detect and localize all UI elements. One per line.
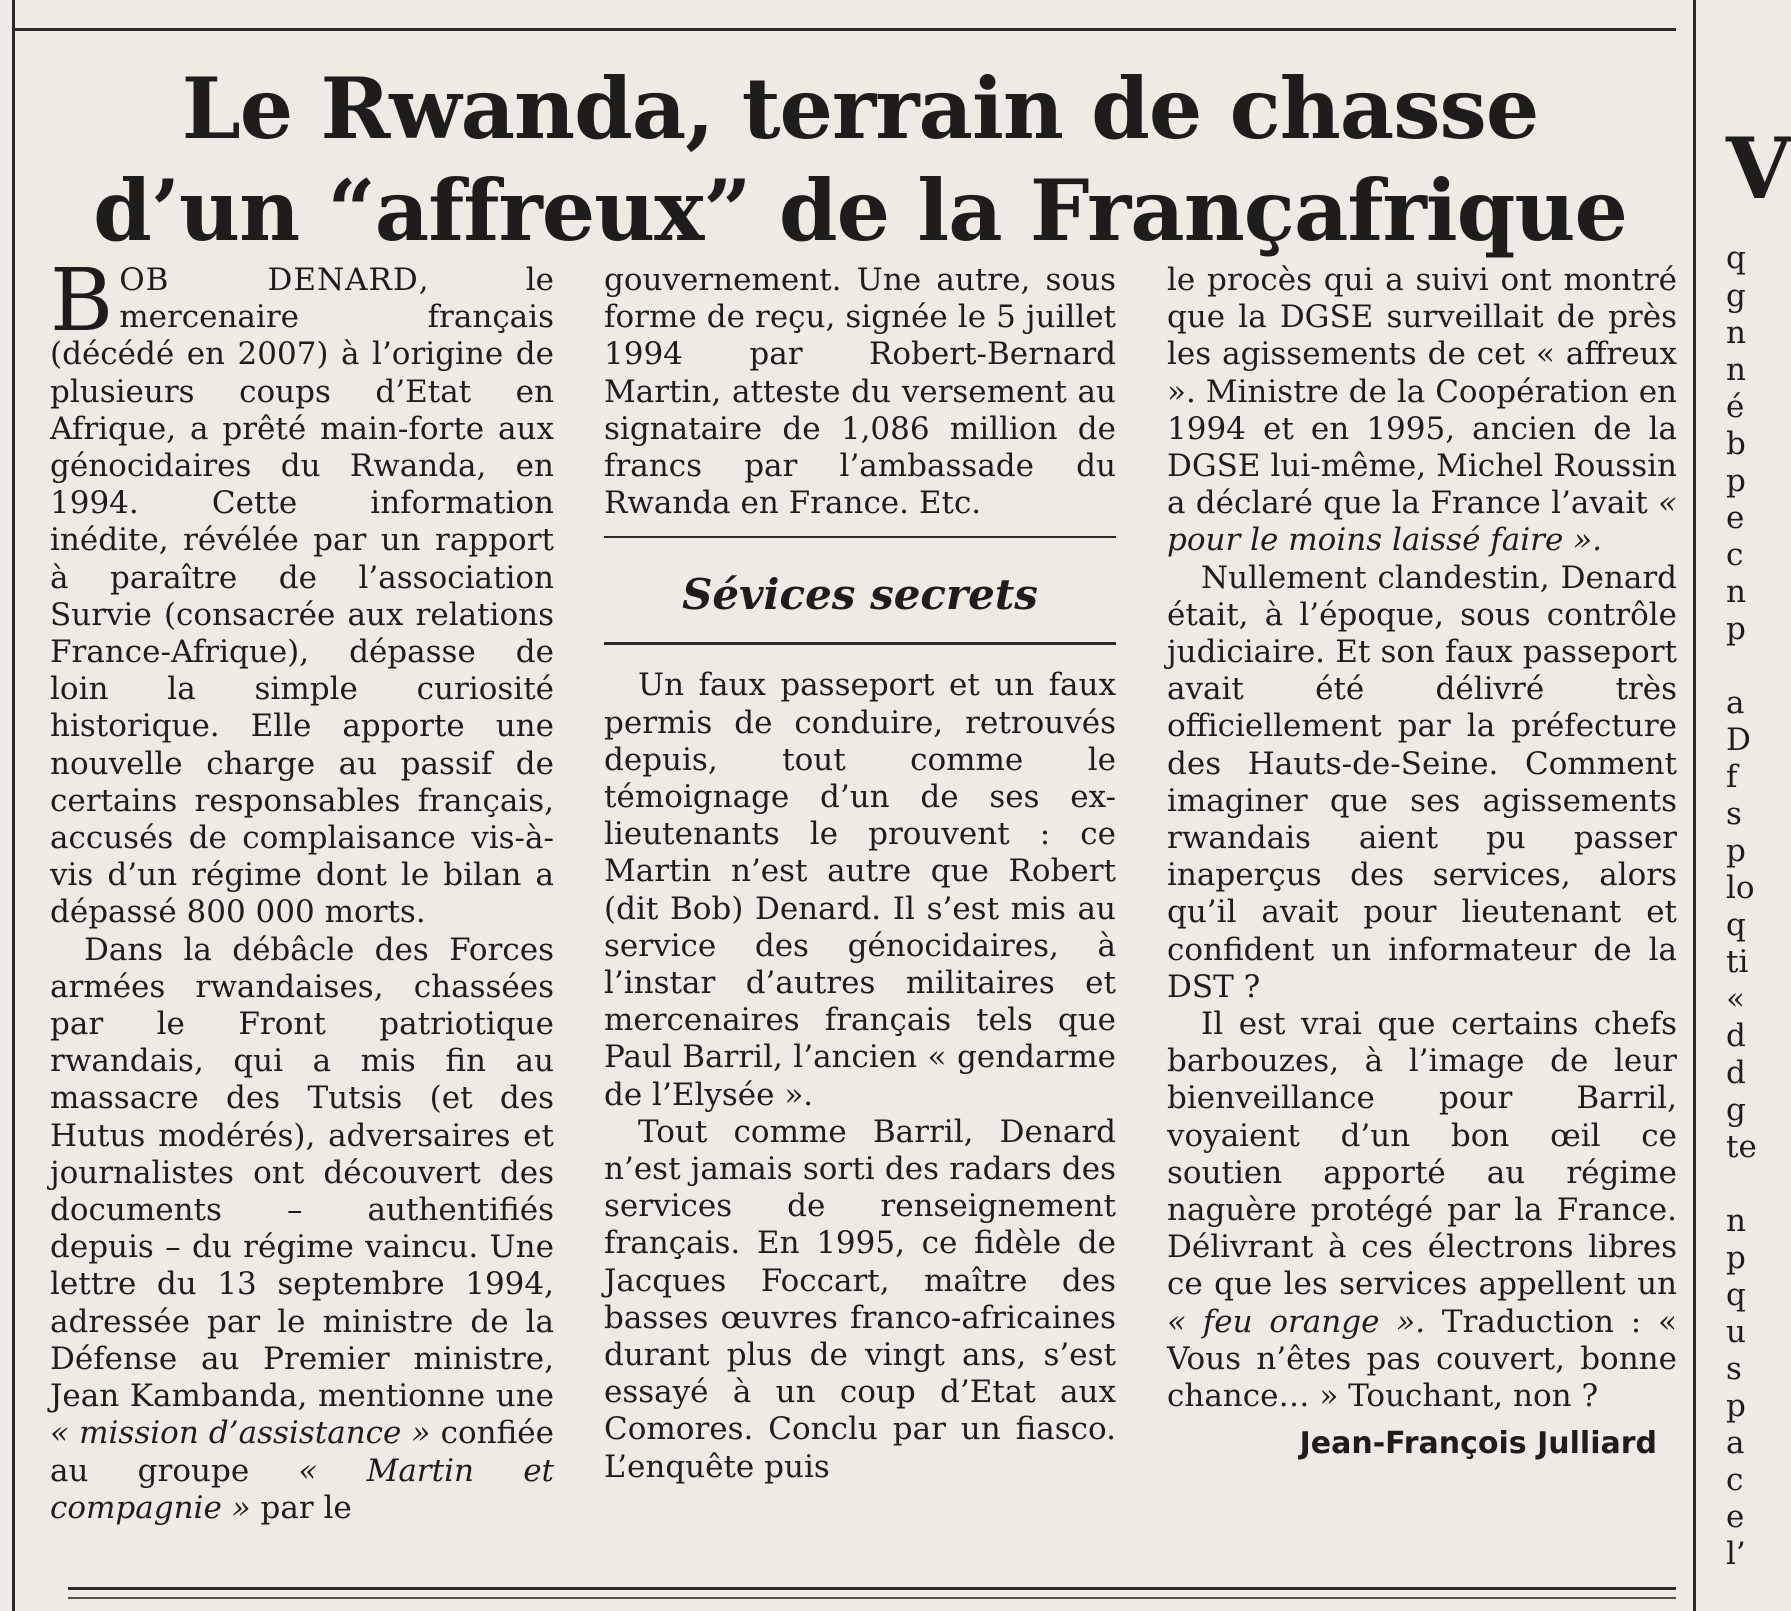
adjacent-text-fragment: V (1726, 119, 1791, 218)
paragraph (1167, 1006, 1677, 1415)
adjacent-text-fragment: te (1726, 1129, 1757, 1165)
adjacent-text-fragment: q (1726, 907, 1746, 943)
frame-left-border (12, 0, 15, 1611)
adjacent-text-fragment: c (1726, 537, 1744, 573)
adjacent-text-fragment: s (1726, 796, 1742, 832)
article-column-2 (604, 262, 1116, 1486)
paragraph: Tout comme Barril, Denard n’est jamais sorti des radars des services de renseignement français. En 1995, ce fidèle de Jacques Foccart, maître des basses œuvres franco-africaines durant plus de vingt ans, s’est essayé à un coup d’Etat aux Comores. Conclu par un fiasco. L’enquête puis (604, 1113, 1116, 1485)
lead-paragraph (50, 251, 554, 932)
subhead-rule-top (604, 536, 1116, 538)
adjacent-text-fragment: q (1726, 240, 1746, 276)
adjacent-text-fragment: q (1726, 1277, 1746, 1313)
adjacent-text-fragment: n (1726, 574, 1746, 610)
adjacent-text-fragment: u (1726, 1314, 1746, 1350)
paragraph: Un faux passeport et un faux permis de conduire, retrouvés depuis, tout comme le témoignage d’un de ses ex-lieutenants le prouvent : ce Martin n’est autre que Robert (dit Bob) Denard. Il s’est mis au service des génocidaires, à l’instar d’autres militaires et mercenaires français tels que Paul Barril, l’ancien « gendarme de l’Elysée ». (604, 667, 1116, 1113)
column-separator-rule (1693, 0, 1696, 1611)
byline: Jean-François Julliard (1299, 1426, 1657, 1462)
adjacent-text-fragment: n (1726, 352, 1746, 388)
paragraph (50, 932, 554, 1527)
headline-line-1: Le Rwanda, terrain de chasse (181, 59, 1539, 158)
bottom-rule (68, 1587, 1676, 1590)
quote: « pour le moins laissé faire ». (1167, 485, 1677, 559)
quote: « Martin et compagnie » (50, 1452, 554, 1526)
adjacent-text-fragment: f (1726, 759, 1738, 795)
adjacent-text-fragment: D (1726, 722, 1751, 758)
adjacent-text-fragment: l’ (1726, 1536, 1746, 1572)
quote: « feu orange ». (1167, 1303, 1426, 1340)
adjacent-text-fragment: d (1726, 1018, 1746, 1054)
adjacent-article-fragment (1722, 0, 1791, 1611)
adjacent-text-fragment: n (1726, 1203, 1746, 1239)
quote: « mission d’assistance » (50, 1415, 431, 1452)
top-rule (12, 28, 1676, 31)
adjacent-text-fragment: e (1726, 1499, 1745, 1535)
paragraph (1167, 262, 1677, 560)
bottom-rule-secondary (68, 1597, 1676, 1599)
text-run: Traduction : « Vous n’êtes pas couvert, bonne chance… » Touchant, non ? (1167, 1303, 1677, 1415)
headline (40, 58, 1680, 262)
adjacent-text-fragment: p (1726, 463, 1746, 499)
paragraph: gouvernement. Une autre, sous forme de reçu, signée le 5 juillet 1994 par Robert-Bernard Martin, atteste du versement au signataire de 1,086 million de francs par l’ambassade du Rwanda en France. Etc. (604, 262, 1116, 522)
adjacent-text-fragment: p (1726, 1240, 1746, 1276)
adjacent-text-fragment: é (1726, 389, 1745, 425)
adjacent-text-fragment: b (1726, 426, 1746, 462)
text-run: confiée au groupe (50, 1415, 554, 1489)
adjacent-text-fragment: g (1726, 278, 1746, 314)
adjacent-text-fragment: p (1726, 833, 1746, 869)
adjacent-text-fragment: s (1726, 1351, 1742, 1387)
adjacent-text-fragment: g (1726, 1092, 1746, 1128)
article-column-1 (50, 251, 554, 1527)
adjacent-text-fragment: p (1726, 611, 1746, 647)
adjacent-text-fragment: a (1726, 685, 1745, 721)
text-run: le procès qui a suivi ont montré que la DGSE surveillait de près les agissements de cet « affreux ». Ministre de la Coopération en 1994 et en 1995, ancien de la DGSE lui-même, Michel Roussin a déclaré que la France l’avait (1167, 262, 1677, 522)
adjacent-text-fragment: « (1726, 981, 1745, 1017)
adjacent-text-fragment: c (1726, 1462, 1744, 1498)
paragraph: Nullement clandestin, Denard était, à l’époque, sous contrôle judiciaire. Et son faux passeport avait été délivré très officiellement par la préfecture des Hauts-de-Seine. Comment imaginer que ses agissements rwandais aient pu passer inaperçus des services, alors qu’il avait pour lieutenant et confident un informateur de la DST ? (1167, 559, 1677, 1005)
adjacent-text-fragment: ti (1726, 944, 1749, 980)
text-run: par le (250, 1489, 352, 1526)
adjacent-text-fragment: n (1726, 315, 1746, 351)
lead-name: OB DENARD (119, 262, 419, 298)
lead-text: , le mercenaire français (décédé en 2007) à l’origine de plusieurs coups d’Etat en Afrique, a prêté main-forte aux génocidaires du Rwanda, en 1994. Cette information inédite, révélée par un rapport à paraître de l’association Survie (consacrée aux relations France-Afrique), dépasse de loin la simple curiosité historique. Elle apporte une nouvelle charge au passif de certains responsables français, accusés de complaisance vis-à-vis d’un régime dont le bilan a dépassé 800 000 morts. (50, 262, 554, 931)
headline-line-2: d’un “affreux” de la Françafrique (93, 161, 1627, 260)
adjacent-text-fragment: a (1726, 1425, 1745, 1461)
subhead-rule-bottom (604, 642, 1116, 645)
adjacent-text-fragment: lo (1726, 870, 1755, 906)
drop-cap: B (50, 251, 114, 351)
article-column-3 (1167, 262, 1677, 1463)
adjacent-text-fragment: d (1726, 1055, 1746, 1091)
text-run: Dans la débâcle des Forces armées rwandaises, chassées par le Front patriotique rwandais, qui a mis fin au massacre des Tutsis (et des Hutus modérés), adversaires et journalistes ont découvert des documents – authentifiés depuis – du régime vaincu. Une lettre du 13 septembre 1994, adressée par le ministre de la Défense au Premier ministre, Jean Kambanda, mentionne une (50, 931, 554, 1415)
adjacent-text-fragment: e (1726, 500, 1745, 536)
subheading: Sévices secrets (682, 570, 1038, 620)
adjacent-text-fragment: p (1726, 1388, 1746, 1424)
text-run: Il est vrai que certains chefs barbouzes, à l’image de leur bienveillance pour Barril, voyaient d’un bon œil ce soutien apporté au régime naguère protégé par la France. Délivrant à ces électrons libres ce que les services appellent un (1167, 1006, 1677, 1303)
